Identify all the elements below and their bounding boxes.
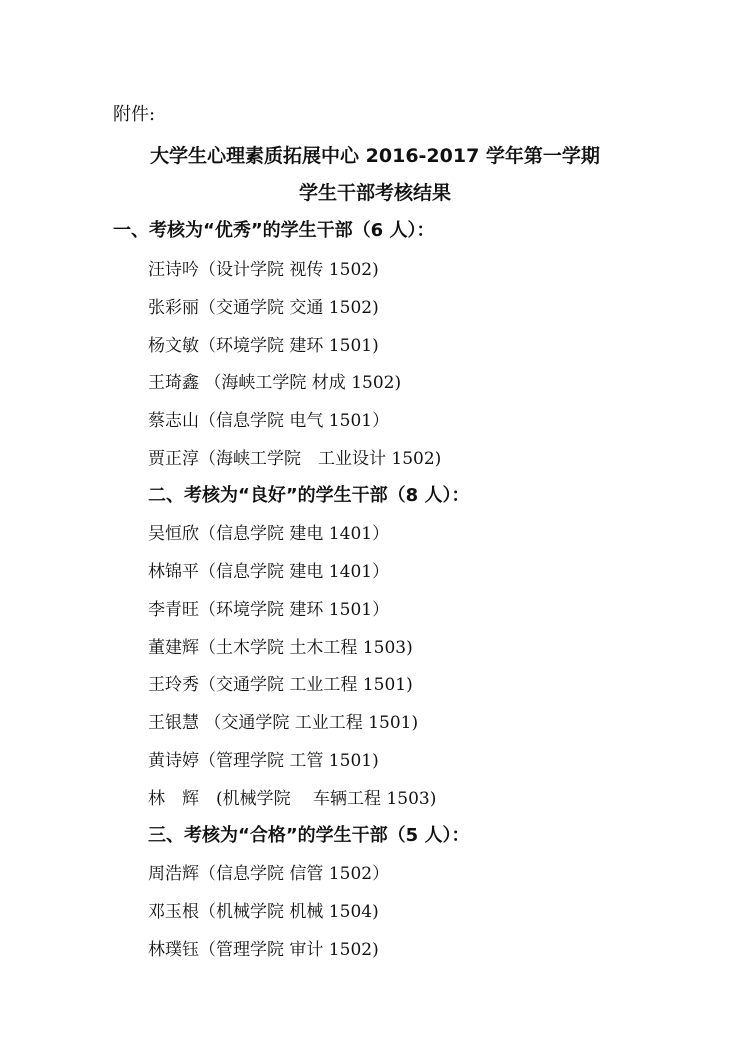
document-title: 大学生心理素质拓展中心 2016-2017 学年第一学期 xyxy=(150,145,600,167)
list-item: 汪诗吟（设计学院 视传 1502) xyxy=(148,260,379,280)
list-item: 张彩丽（交通学院 交通 1502) xyxy=(148,298,379,318)
attachment-label: 附件: xyxy=(113,104,156,125)
list-item: 林璞钰（管理学院 审计 1502) xyxy=(148,940,379,960)
section-heading-pass: 三、考核为“合格”的学生干部（5 人）： xyxy=(148,825,470,846)
list-item: 邓玉根（机械学院 机械 1504) xyxy=(148,902,379,922)
list-item: 周浩辉（信息学院 信管 1502） xyxy=(148,864,390,884)
list-item: 王琦鑫 （海峡工学院 材成 1502) xyxy=(148,373,402,393)
list-item: 李青旺（环境学院 建环 1501） xyxy=(148,600,390,620)
list-item: 王玲秀（交通学院 工业工程 1501) xyxy=(148,675,413,695)
list-item: 林 辉 (机械学院 车辆工程 1503) xyxy=(148,789,437,809)
list-item: 林锦平（信息学院 建电 1401） xyxy=(148,562,390,582)
document-subtitle: 学生干部考核结果 xyxy=(298,182,451,204)
list-item: 贾正淳（海峡工学院 工业设计 1502) xyxy=(148,449,442,469)
list-item: 董建辉（土木学院 土木工程 1503) xyxy=(148,638,413,658)
list-item: 黄诗婷（管理学院 工管 1501) xyxy=(148,751,379,771)
list-item: 吴恒欣（信息学院 建电 1401） xyxy=(148,524,390,544)
section-heading-good: 二、考核为“良好”的学生干部（8 人）： xyxy=(148,485,470,506)
list-item: 王银慧 （交通学院 工业工程 1501) xyxy=(148,713,419,733)
section-heading-excellent: 一、考核为“优秀”的学生干部（6 人）： xyxy=(113,220,435,241)
list-item: 蔡志山（信息学院 电气 1501） xyxy=(148,411,390,431)
list-item: 杨文敏（环境学院 建环 1501) xyxy=(148,336,379,356)
